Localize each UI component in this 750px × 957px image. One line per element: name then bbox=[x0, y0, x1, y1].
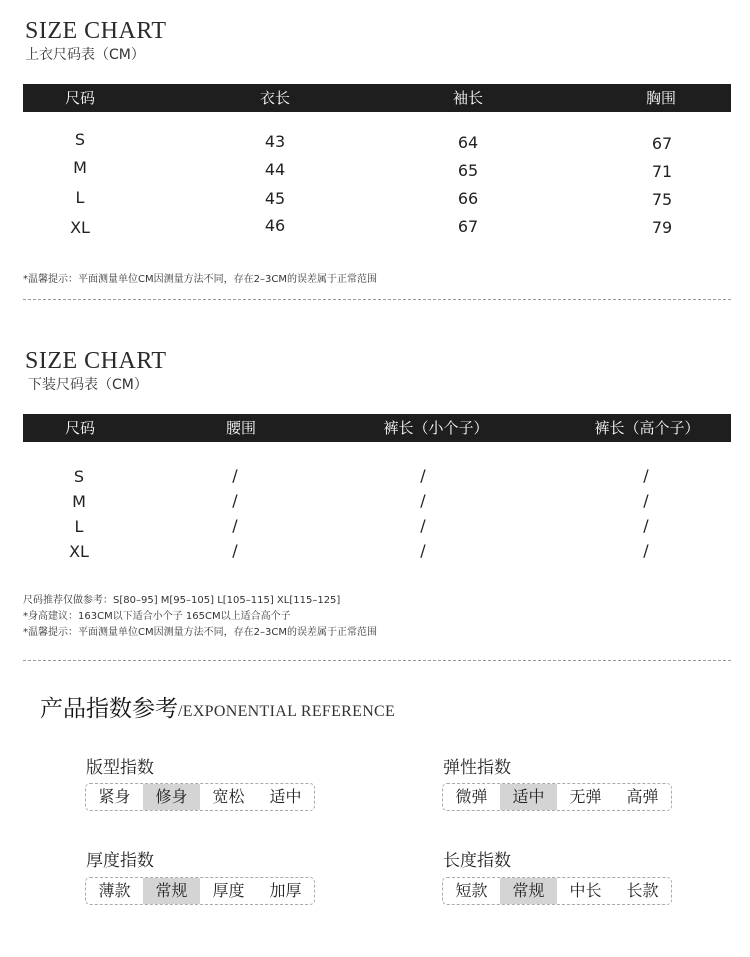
header-sleeve: 袖长 bbox=[452, 89, 484, 107]
top-chart-title: SIZE CHART bbox=[25, 18, 167, 44]
reference-title-en: /EXPONENTIAL REFERENCE bbox=[178, 703, 396, 720]
fit-index-options bbox=[85, 783, 315, 811]
size-cell: M bbox=[73, 158, 87, 177]
sleeve-cell: 65 bbox=[457, 161, 479, 180]
pants-short-cell: / bbox=[420, 516, 426, 535]
elasticity-option-moderate-selected: 适中 bbox=[500, 784, 557, 810]
chest-cell: 75 bbox=[651, 190, 673, 209]
reference-title bbox=[40, 690, 395, 723]
waist-cell: / bbox=[232, 491, 238, 510]
chest-cell: 67 bbox=[651, 134, 673, 153]
waist-cell: / bbox=[232, 466, 238, 485]
thickness-option-thin: 薄款 bbox=[98, 881, 131, 900]
length-option-long: 长款 bbox=[626, 881, 659, 900]
divider bbox=[23, 660, 731, 661]
header-pants-short: 裤长（小个子） bbox=[383, 419, 489, 437]
header-waist: 腰围 bbox=[225, 419, 257, 437]
elasticity-index-options bbox=[442, 783, 672, 811]
fit-option-slim-selected: 修身 bbox=[143, 784, 200, 810]
bottom-chart-subtitle: 下装尺码表（CM） bbox=[28, 377, 148, 393]
thickness-index-options bbox=[85, 877, 315, 905]
sleeve-cell: 64 bbox=[457, 133, 479, 152]
top-note: *温馨提示：平面测量单位CM因测量方法不同，存在2–3CM的误差属于正常范围 bbox=[23, 274, 377, 285]
size-cell: L bbox=[74, 517, 84, 536]
fit-option-tight: 紧身 bbox=[98, 787, 131, 806]
length-cell: 46 bbox=[264, 216, 286, 235]
size-cell: S bbox=[73, 467, 85, 486]
elasticity-index-label: 弹性指数 bbox=[443, 758, 511, 778]
chest-cell: 79 bbox=[651, 218, 673, 237]
header-pants-tall: 裤长（高个子） bbox=[594, 419, 700, 437]
bottom-chart-title: SIZE CHART bbox=[25, 348, 167, 374]
size-cell: M bbox=[72, 492, 86, 511]
divider bbox=[23, 299, 731, 300]
elasticity-option-none: 无弹 bbox=[569, 787, 602, 806]
header-chest: 胸围 bbox=[645, 89, 677, 107]
height-advice-note: *身高建议：163CM以下适合小个子 165CM以上适合高个子 bbox=[23, 611, 291, 622]
size-recommendation-note: 尺码推荐仅做参考：S[80–95] M[95–105] L[105–115] XL[115–125] bbox=[23, 595, 341, 606]
sleeve-cell: 66 bbox=[457, 189, 479, 208]
waist-cell: / bbox=[232, 541, 238, 560]
header-length: 衣长 bbox=[259, 89, 291, 107]
thickness-option-extra-thick: 加厚 bbox=[269, 881, 302, 900]
size-cell: S bbox=[74, 130, 86, 149]
thickness-index-label: 厚度指数 bbox=[86, 851, 154, 871]
size-cell: L bbox=[75, 188, 85, 207]
length-index-label: 长度指数 bbox=[443, 851, 511, 871]
header-size: 尺码 bbox=[64, 419, 96, 437]
length-option-normal-selected: 常规 bbox=[500, 878, 557, 904]
top-table-header bbox=[23, 84, 731, 112]
fit-option-regular: 适中 bbox=[269, 787, 302, 806]
header-size: 尺码 bbox=[64, 89, 96, 107]
size-cell: XL bbox=[70, 218, 90, 237]
pants-short-cell: / bbox=[420, 541, 426, 560]
chest-cell: 71 bbox=[651, 162, 673, 181]
pants-short-cell: / bbox=[420, 466, 426, 485]
measurement-note: *温馨提示：平面测量单位CM因测量方法不同，存在2–3CM的误差属于正常范围 bbox=[23, 627, 377, 638]
reference-title-cn: 产品指数参考 bbox=[40, 696, 178, 722]
pants-tall-cell: / bbox=[643, 541, 649, 560]
size-cell: XL bbox=[69, 542, 89, 561]
length-cell: 44 bbox=[264, 160, 286, 179]
length-index-options bbox=[442, 877, 672, 905]
fit-index-label: 版型指数 bbox=[86, 758, 154, 778]
thickness-option-thick: 厚度 bbox=[212, 881, 245, 900]
length-option-short: 短款 bbox=[455, 881, 488, 900]
fit-option-loose: 宽松 bbox=[212, 787, 245, 806]
thickness-option-normal-selected: 常规 bbox=[143, 878, 200, 904]
pants-tall-cell: / bbox=[643, 516, 649, 535]
elasticity-option-high: 高弹 bbox=[626, 787, 659, 806]
sleeve-cell: 67 bbox=[457, 217, 479, 236]
elasticity-option-slight: 微弹 bbox=[455, 787, 488, 806]
pants-short-cell: / bbox=[420, 491, 426, 510]
length-option-mid: 中长 bbox=[569, 881, 602, 900]
pants-tall-cell: / bbox=[643, 491, 649, 510]
length-cell: 43 bbox=[264, 132, 286, 151]
bottom-table-header bbox=[23, 414, 731, 442]
length-cell: 45 bbox=[264, 189, 286, 208]
top-chart-subtitle: 上衣尺码表（CM） bbox=[25, 47, 145, 63]
waist-cell: / bbox=[232, 516, 238, 535]
pants-tall-cell: / bbox=[643, 466, 649, 485]
